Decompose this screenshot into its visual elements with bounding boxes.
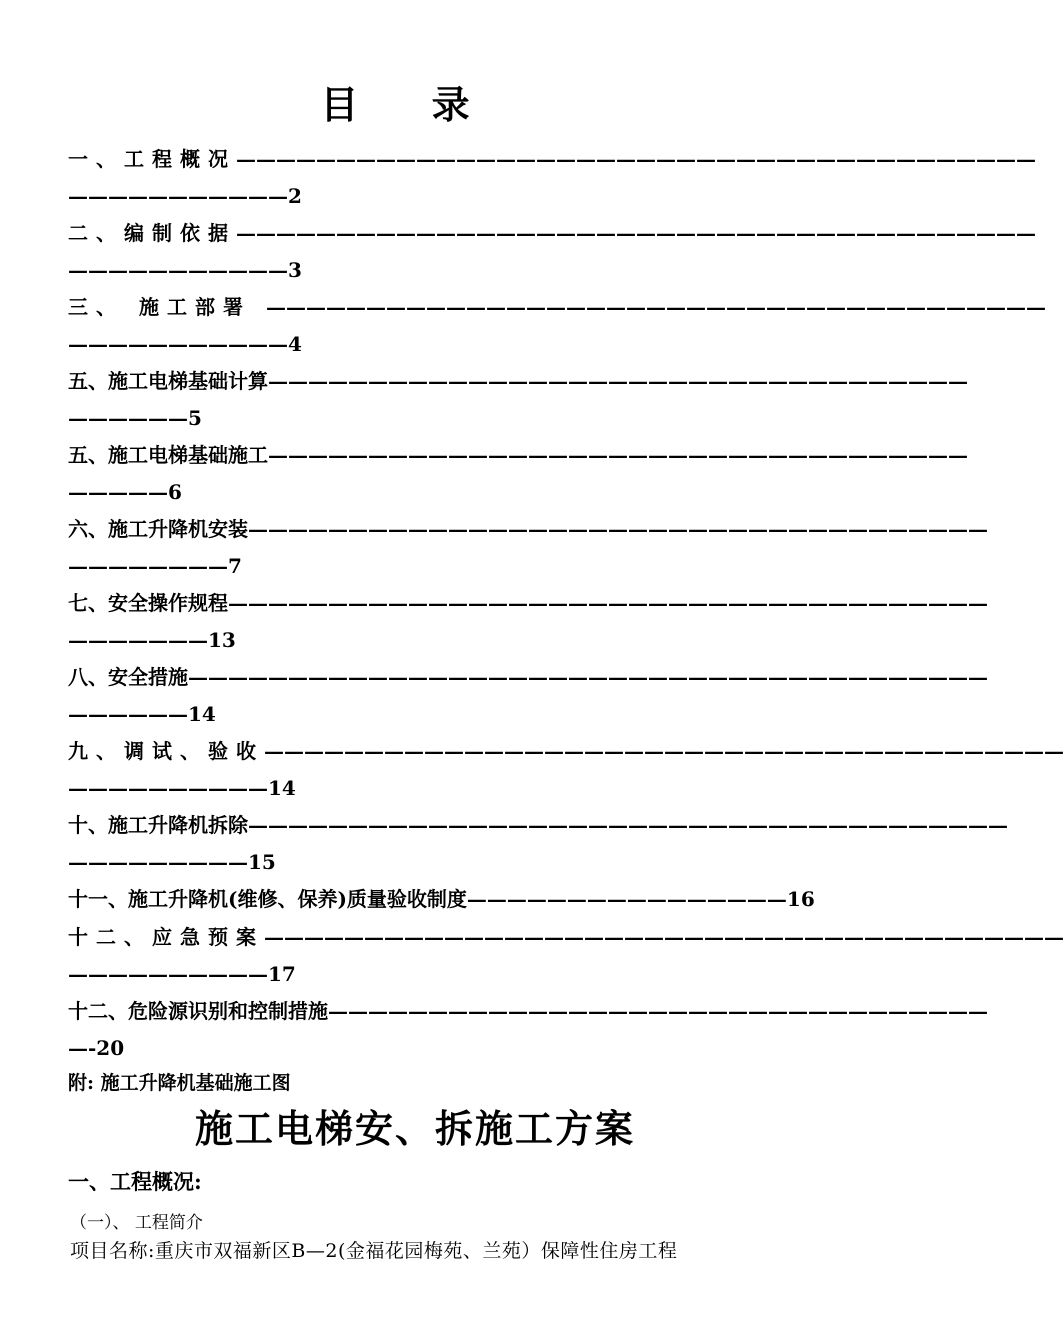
toc-entry[interactable] [68,992,988,1066]
toc-entry[interactable] [68,584,988,658]
toc-leader: ———————————————————————————————————————— [188,665,988,689]
toc-entry-label: 七、安全操作规程 [68,591,228,615]
toc-entry-label: 十二、应急预案 [68,925,264,949]
toc-entry-line2: ———————————2 [68,184,302,208]
toc-leader: ————————————————————————————————— [328,999,988,1023]
toc-entry-line1 [68,918,1064,956]
section-heading: 一、工程概况: [68,1169,202,1194]
toc-entry-line1 [68,510,988,548]
toc-leader: —————————————————————————————————————— [248,813,1008,837]
toc-entry[interactable] [68,362,968,436]
toc-entry[interactable] [68,732,1064,806]
toc-entry-line1 [68,362,968,400]
toc-entry-label: 八、安全措施 [68,665,188,689]
toc-entry-label: 二、编制依据 [68,221,236,245]
table-of-contents [68,140,1064,1100]
toc-entry-line2: —————6 [68,480,182,504]
toc-entry-label: 十二、危险源识别和控制措施 [68,999,328,1023]
toc-entry[interactable] [68,806,1008,880]
document-title: 施工电梯安、拆施工方案 [194,1106,635,1151]
toc-entry-line2: ——————————17 [68,962,296,986]
toc-leader: ——————————————————————————————————— [268,443,968,467]
toc-entry[interactable] [68,510,988,584]
toc-entry-line1 [68,806,1008,844]
project-name: 项目名称:重庆市双福新区B—2(金福花园梅苑、兰苑）保障性住房工程 [70,1240,678,1262]
toc-entry-line2: ———————————4 [68,332,302,356]
toc-entry-line2: ——————14 [68,702,216,726]
toc-tail-list [68,918,1064,1066]
toc-entry-line1 [68,436,968,474]
toc-entry[interactable] [68,288,1046,362]
toc-entry-line2: ———————13 [68,628,236,652]
toc-entry-label: 六、施工升降机安装 [68,517,248,541]
toc-entry-line1 [68,732,1064,770]
toc-entry-line1 [68,214,1036,252]
toc-entry[interactable] [68,140,1036,214]
toc-entry-label: 五、施工电梯基础计算 [68,369,268,393]
toc-entry-line1 [68,288,1046,326]
toc-leader: ———————————————————————————————————————— [264,739,1064,763]
toc-leader: —————————————————————————————————————— [228,591,988,615]
toc-entry-line1 [68,658,988,696]
toc-entry-line2: ————————7 [68,554,242,578]
toc-entry[interactable] [68,214,1036,288]
subsection-heading: （一）、 工程简介 [70,1213,203,1233]
toc-entry-line2: ——————5 [68,406,202,430]
toc-entry-label: 三、 施工部署 [68,295,266,319]
toc-entry-line2: —-20 [68,1036,125,1060]
toc-appendix: 附: 施工升降机基础施工图 [68,1072,291,1094]
toc-entry-line2: —————————15 [68,850,276,874]
toc-leader: ——————————————————————————————————— [268,369,968,393]
toc-list [68,140,1064,880]
toc-entry[interactable] [68,918,1064,992]
toc-leader: ————————————————————————————————————— [248,517,988,541]
toc-entry[interactable] [68,436,968,510]
toc-entry-line1 [68,584,988,622]
toc-entry[interactable] [68,658,988,732]
toc-entry-label: 五、施工电梯基础施工 [68,443,268,467]
toc-entry-line1 [68,140,1036,178]
toc-entry-11[interactable]: 十一、施工升降机(维修、保养)质量验收制度————————————————16 [68,887,815,911]
toc-entry-label: 一、工程概况 [68,147,236,171]
toc-title: 目 录 [320,82,500,127]
toc-entry-line2: ———————————3 [68,258,302,282]
toc-entry-label: 九、调试、验收 [68,739,264,763]
toc-leader: ———————————————————————————————————————— [264,925,1064,949]
toc-entry-line2: ——————————14 [68,776,296,800]
toc-leader: ———————————————————————————————————————— [236,147,1036,171]
toc-entry-label: 十、施工升降机拆除 [68,813,248,837]
toc-leader: ———————————————————————————————————————— [236,221,1036,245]
toc-leader: ——————————————————————————————————————— [265,295,1046,319]
toc-entry-line1 [68,992,988,1030]
